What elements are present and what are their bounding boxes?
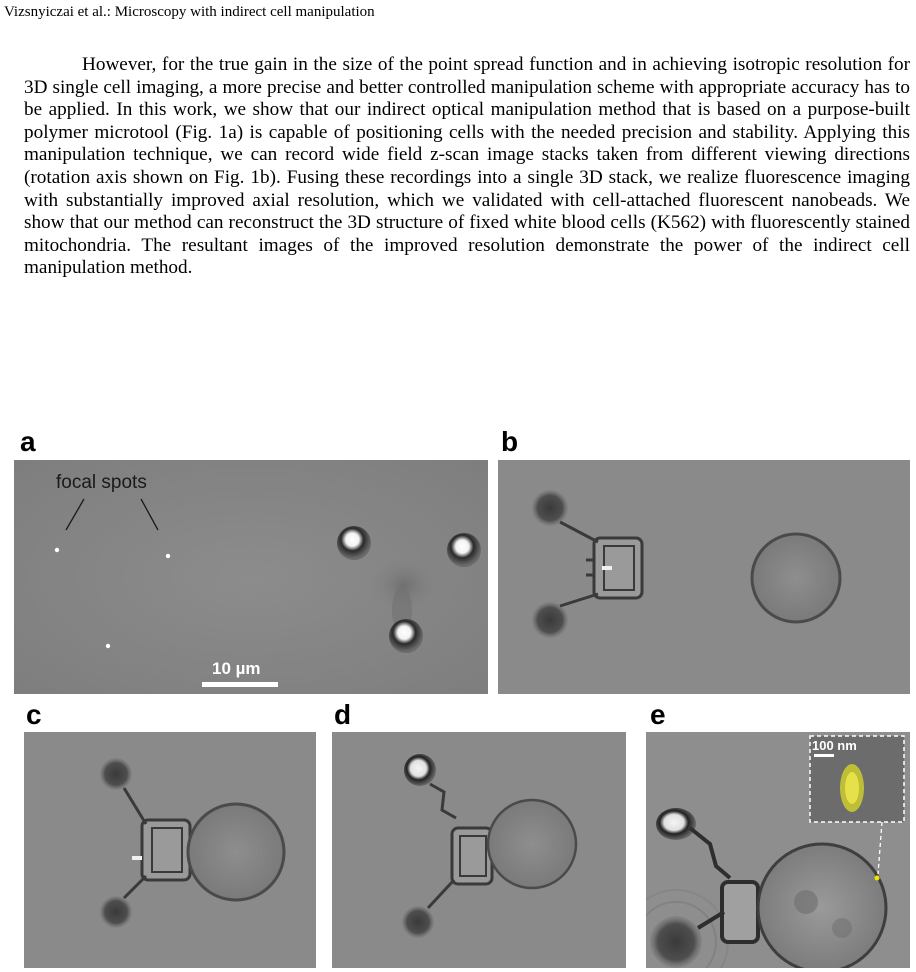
focal-spot bbox=[166, 554, 170, 558]
trapping-bead bbox=[532, 490, 568, 526]
focal-spots-label: focal spots bbox=[56, 472, 147, 493]
trapping-bead bbox=[404, 754, 436, 786]
trapping-bead bbox=[532, 602, 568, 638]
trapping-bead bbox=[389, 619, 423, 653]
panel-letter-e: e bbox=[650, 699, 666, 730]
trapping-bead bbox=[447, 533, 481, 567]
nanobead bbox=[875, 876, 880, 881]
focal-spot bbox=[55, 548, 59, 552]
panel-letter-b: b bbox=[501, 426, 519, 457]
micrograph-panel-e bbox=[646, 732, 910, 968]
cell bbox=[752, 534, 840, 622]
inset-scale-label: 100 nm bbox=[812, 738, 857, 753]
focal-spot bbox=[106, 644, 110, 648]
body-paragraph: However, for the true gain in the size of the point spread function and in achieving isotropic resolution for 3D single cell imaging, a more precise and better controlled manipulation scheme with appropriate accuracy has to be applied. In this work, we show that our indirect optical manipulation method that is based on a purpose-built polymer microtool (Fig. 1a) is capable of positioning cells with the needed precision and stability. Applying this manipulation technique, we can record wide field z-scan image stacks taken from different viewing directions (rotation axis shown on Fig. 1b). Fusing these recordings into a single 3D stack, we realize fluorescence imaging with substantially improved axial resolution, which we validated with cell-attached fluorescent nanobeads. We show that our method can reconstruct the 3D structure of fixed white blood cells (K562) with fluorescently stained mitochondria. The resultant images of the improved resolution demonstrate the power of the indirect cell manipulation method. bbox=[24, 54, 910, 279]
panel-letter-c: c bbox=[26, 699, 42, 730]
trapping-bead bbox=[100, 896, 132, 928]
trapping-bead bbox=[402, 906, 434, 938]
panel-letter-a: a bbox=[20, 426, 36, 457]
scale-bar-label: 10 µm bbox=[212, 659, 261, 678]
micrograph-panel-c bbox=[24, 732, 316, 968]
trapping-bead bbox=[337, 526, 371, 560]
inset-scale-bar bbox=[814, 754, 834, 757]
trapping-bead bbox=[650, 916, 702, 968]
zoom-inset bbox=[810, 736, 904, 822]
panel-letter-d: d bbox=[334, 699, 352, 730]
scale-bar bbox=[202, 682, 278, 687]
micrograph-panel-d bbox=[332, 732, 626, 968]
trapping-bead bbox=[100, 758, 132, 790]
trapping-bead bbox=[656, 808, 696, 840]
cell bbox=[758, 844, 886, 968]
micrograph-panel-b bbox=[498, 460, 910, 694]
cell bbox=[488, 800, 576, 888]
micrograph-panel-a bbox=[14, 460, 488, 694]
running-header: Vizsnyiczai et al.: Microscopy with indirect cell manipulation bbox=[4, 4, 375, 20]
cell bbox=[188, 804, 284, 900]
